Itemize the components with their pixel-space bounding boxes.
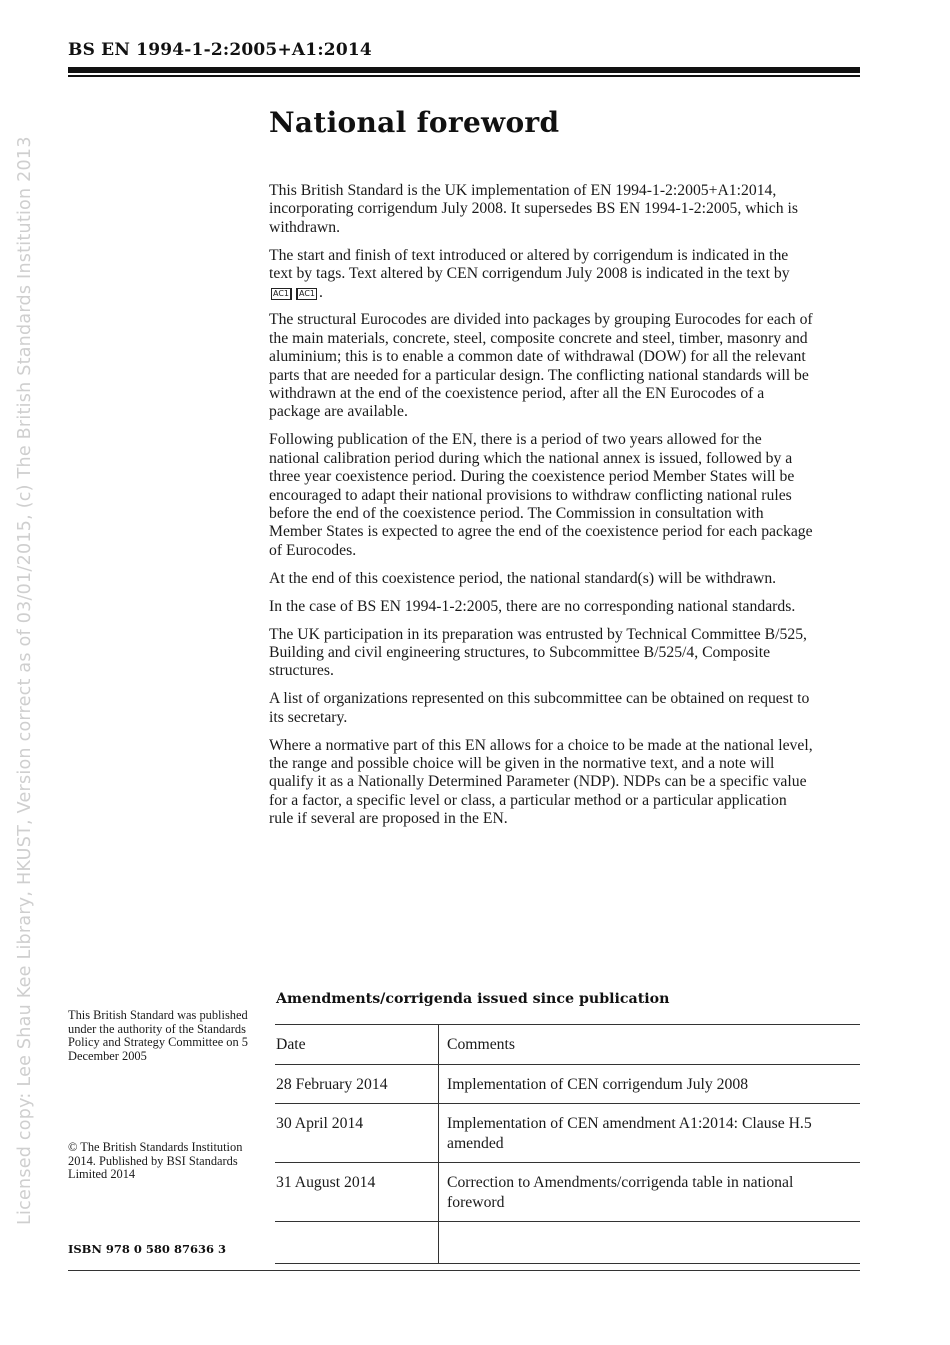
table-row	[275, 1163, 860, 1222]
row-date	[275, 1222, 439, 1264]
row-comment: Implementation of CEN corrigendum July 2008	[439, 1064, 861, 1104]
row-comment: Implementation of CEN amendment A1:2014: Clause H.5 amended	[439, 1104, 861, 1163]
paragraph-packages: The structural Eurocodes are divided into packages by grouping Eurocodes for each of the main materials, concrete, steel, composite concrete and steel, timber, masonry and aluminium; this is to enable a common date of withdrawal (DOW) for all the relevant parts that are needed for a particular design. The conflicting national standards will be withdrawn at the end of the coexistence period, after all the EN Eurocodes of a package are available.	[269, 311, 813, 421]
paragraph-no-corresponding: In the case of BS EN 1994-1-2:2005, there are no corresponding national standards.	[269, 597, 796, 615]
paragraph-implementation: This British Standard is the UK implementation of EN 1994-1-2:2005+A1:2014, incorporating corrigendum July 2008. It supersedes BS EN 1994-1-2:2005, which is withdrawn.	[269, 182, 798, 236]
paragraph-participation: The UK participation in its preparation was entrusted by Technical Committee B/525, Building and civil engineering structures, to Subcommittee B/525/4, Composite structures.	[269, 625, 807, 680]
foreword-body	[269, 182, 814, 838]
amendments-table	[275, 1024, 860, 1264]
amendments-title: Amendments/corrigenda issued since publication	[276, 991, 670, 1007]
footer-rule	[68, 1270, 860, 1271]
paragraph-corrigendum-tags	[269, 247, 814, 302]
ac1-close-tag-icon: AC1	[296, 288, 317, 300]
paragraph-calibration: Following publication of the EN, there is a period of two years allowed for the national calibration period during which the national annex is issued, followed by a three year coexistence period. During the coexistence period Member States will be encouraged to adapt their national provisions to withdraw conflicting national rules before the end of the coexistence period. The Commission in consultation with Member States is expected to agree the end of the coexistence period for each package of Eurocodes.	[269, 431, 813, 559]
header-comments: Comments	[439, 1025, 861, 1065]
license-watermark: Licensed copy: Lee Shau Kee Library, HKUST, Version correct as of 03/01/2015, (c) The British Standards Institution 2013	[15, 136, 35, 1225]
table-row	[275, 1222, 860, 1264]
header-rule-thick	[68, 67, 860, 73]
corrigendum-tags-text: The start and finish of text introduced or altered by corrigendum is indicated in the text by tags. Text altered by CEN corrigendum July 2008 is indicated in the text by	[269, 246, 790, 283]
row-date: 30 April 2014	[275, 1104, 439, 1163]
publication-note: This British Standard was published under the authority of the Standards Policy and Strategy Committee on 5 December 2005	[68, 1008, 248, 1063]
row-comment	[439, 1222, 861, 1264]
row-date: 28 February 2014	[275, 1064, 439, 1104]
corrigendum-tags-end: .	[319, 283, 323, 301]
ac1-open-tag-icon: AC1	[271, 288, 292, 300]
header-date: Date	[275, 1025, 439, 1065]
header-rule-thin	[68, 75, 860, 77]
paragraph-organizations: A list of organizations represented on this subcommittee can be obtained on request to its secretary.	[269, 690, 810, 726]
table-row	[275, 1064, 860, 1104]
paragraph-withdrawal: At the end of this coexistence period, the national standard(s) will be withdrawn.	[269, 569, 777, 587]
isbn: ISBN 978 0 580 87636 3	[68, 1242, 226, 1256]
row-comment: Correction to Amendments/corrigenda table in national foreword	[439, 1163, 861, 1222]
table-header-row	[275, 1025, 860, 1065]
page-title: National foreword	[269, 106, 560, 139]
table-row	[275, 1104, 860, 1163]
copyright-note: © The British Standards Institution 2014. Published by BSI Standards Limited 2014	[68, 1140, 243, 1182]
row-date: 31 August 2014	[275, 1163, 439, 1222]
paragraph-ndp: Where a normative part of this EN allows for a choice to be made at the national level, the range and possible choice will be given in the normative text, and a note will qualify it as a Nationally Determined Parameter (NDP). NDPs can be a specific value for a factor, a specific level or class, a particular method or a particular application rule if several are proposed in the EN.	[269, 736, 813, 828]
document-code: BS EN 1994-1-2:2005+A1:2014	[68, 40, 372, 60]
